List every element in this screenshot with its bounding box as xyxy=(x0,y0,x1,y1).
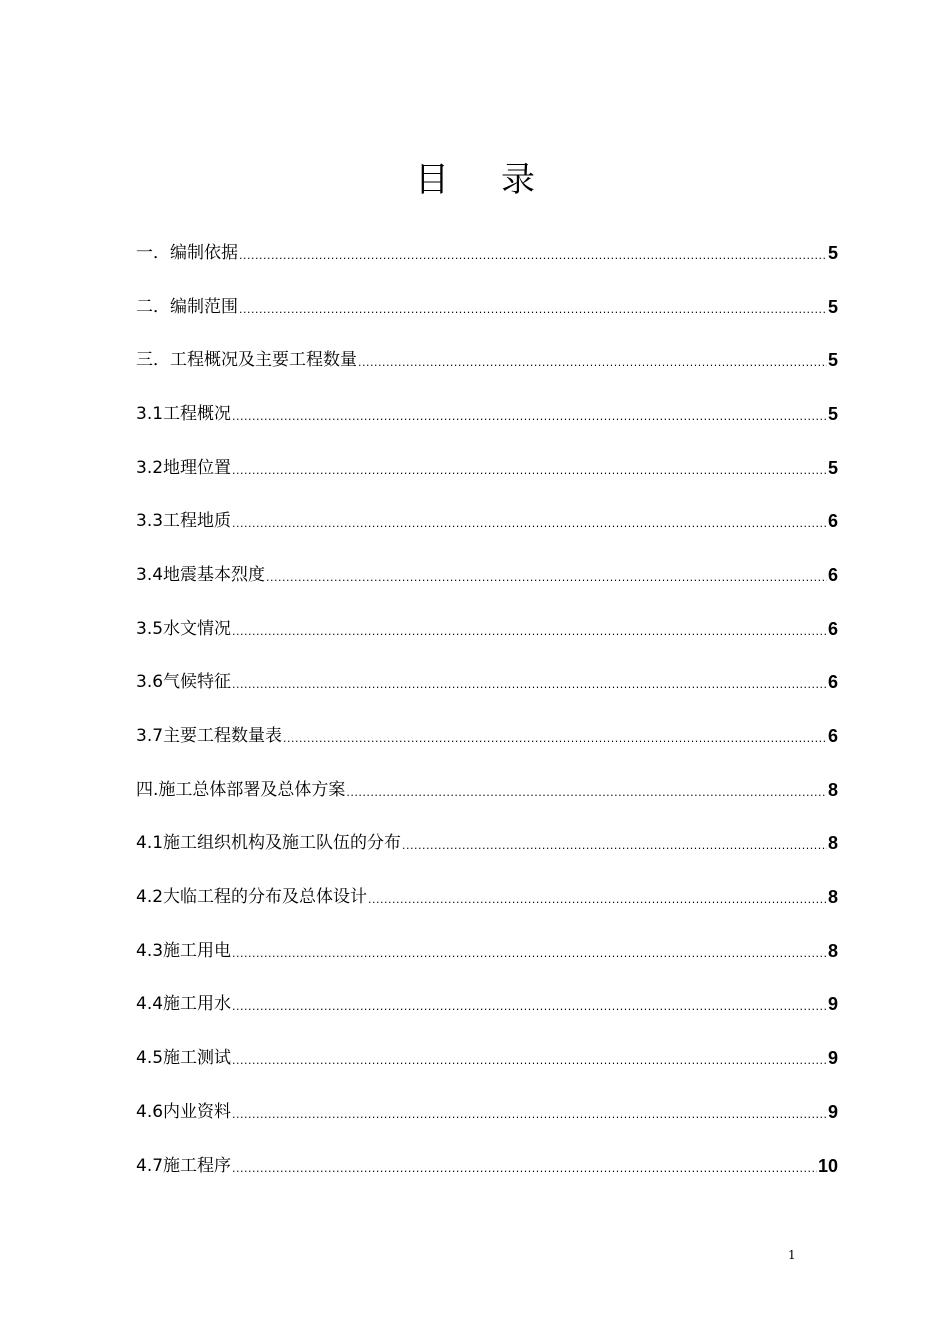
toc-dot-leader xyxy=(232,514,827,534)
toc-entry-label: 3.5水文情况 xyxy=(136,618,232,639)
toc-title xyxy=(0,154,950,206)
toc-dot-leader xyxy=(358,353,827,373)
toc-entry-page: 8 xyxy=(827,940,838,961)
toc-dot-leader xyxy=(283,729,827,749)
toc-entry[interactable] xyxy=(136,709,838,763)
toc-entry[interactable] xyxy=(136,333,838,387)
toc-dot-leader xyxy=(368,890,827,910)
toc-entry[interactable] xyxy=(136,817,838,871)
toc-dot-leader xyxy=(239,246,827,266)
toc-entry-page: 6 xyxy=(827,618,838,639)
toc-entry-label: 一．编制依据 xyxy=(136,242,238,263)
toc-entry[interactable] xyxy=(136,978,838,1032)
toc-entry-label: 4.7施工程序 xyxy=(136,1155,232,1176)
toc-entry-page: 6 xyxy=(827,726,838,747)
toc-entry-label: 4.6内业资料 xyxy=(136,1101,232,1122)
toc-entry[interactable] xyxy=(136,387,838,441)
toc-entry-page: 9 xyxy=(827,1048,838,1069)
toc-entry-page: 9 xyxy=(827,994,838,1015)
toc-entry-label: 四.施工总体部署及总体方案 xyxy=(136,779,346,800)
toc-entry[interactable] xyxy=(136,1139,838,1193)
toc-dot-leader xyxy=(232,1159,817,1179)
toc-dot-leader xyxy=(232,944,827,964)
toc-dot-leader xyxy=(232,461,827,481)
toc-entry-page: 5 xyxy=(827,296,838,317)
toc-dot-leader xyxy=(232,407,827,427)
toc-entry-label: 3.2地理位置 xyxy=(136,457,232,478)
toc-entry[interactable] xyxy=(136,280,838,334)
toc-entry[interactable] xyxy=(136,226,838,280)
toc-entry-label: 4.4施工用水 xyxy=(136,994,232,1015)
toc-entry-page: 10 xyxy=(817,1155,838,1176)
toc-entry-page: 5 xyxy=(827,403,838,424)
toc-entry[interactable] xyxy=(136,1031,838,1085)
toc-dot-leader xyxy=(232,1051,827,1071)
toc-entry-label: 4.5施工测试 xyxy=(136,1048,232,1069)
toc-entry-page: 8 xyxy=(827,887,838,908)
toc-entry-label: 4.3施工用电 xyxy=(136,940,232,961)
toc-entry[interactable] xyxy=(136,548,838,602)
toc-entry-label: 二．编制范围 xyxy=(136,296,238,317)
toc-entry-label: 3.6气候特征 xyxy=(136,672,232,693)
toc-entry-label: 3.1工程概况 xyxy=(136,403,232,424)
toc-entry-page: 5 xyxy=(827,457,838,478)
toc-entry-page: 8 xyxy=(827,779,838,800)
toc-dot-leader xyxy=(232,622,827,642)
toc-title-char-2: 录 xyxy=(501,160,535,200)
toc-entry[interactable] xyxy=(136,924,838,978)
toc-entry[interactable] xyxy=(136,441,838,495)
toc-entry[interactable] xyxy=(136,870,838,924)
toc-entry-label: 4.2大临工程的分布及总体设计 xyxy=(136,887,368,908)
toc-entry[interactable] xyxy=(136,763,838,817)
toc-entry-page: 5 xyxy=(827,242,838,263)
toc-dot-leader xyxy=(232,997,827,1017)
toc-entry-label: 3.3工程地质 xyxy=(136,511,232,532)
toc-dot-leader xyxy=(232,675,827,695)
toc-entry-page: 5 xyxy=(827,350,838,371)
toc-entry[interactable] xyxy=(136,656,838,710)
toc-entry[interactable] xyxy=(136,602,838,656)
toc-entry-page: 6 xyxy=(827,672,838,693)
toc-dot-leader xyxy=(239,300,827,320)
toc-entry-label: 3.7主要工程数量表 xyxy=(136,726,283,747)
toc-entry-page: 9 xyxy=(827,1101,838,1122)
toc-dot-leader xyxy=(346,783,827,803)
toc-entry[interactable] xyxy=(136,494,838,548)
toc-dot-leader xyxy=(266,568,827,588)
toc-entry-label: 4.1施工组织机构及施工队伍的分布 xyxy=(136,833,402,854)
toc-dot-leader xyxy=(232,1105,827,1125)
toc-entry-page: 8 xyxy=(827,833,838,854)
toc-entry-page: 6 xyxy=(827,564,838,585)
toc-entry-page: 6 xyxy=(827,511,838,532)
page-number: 1 xyxy=(788,1248,796,1262)
toc-entry-label: 三．工程概况及主要工程数量 xyxy=(136,350,357,371)
toc-entry-label: 3.4地震基本烈度 xyxy=(136,564,266,585)
toc-dot-leader xyxy=(402,836,827,856)
toc-entry[interactable] xyxy=(136,1085,838,1139)
toc-list xyxy=(136,226,838,1192)
toc-title-char-1: 目 xyxy=(415,160,449,200)
